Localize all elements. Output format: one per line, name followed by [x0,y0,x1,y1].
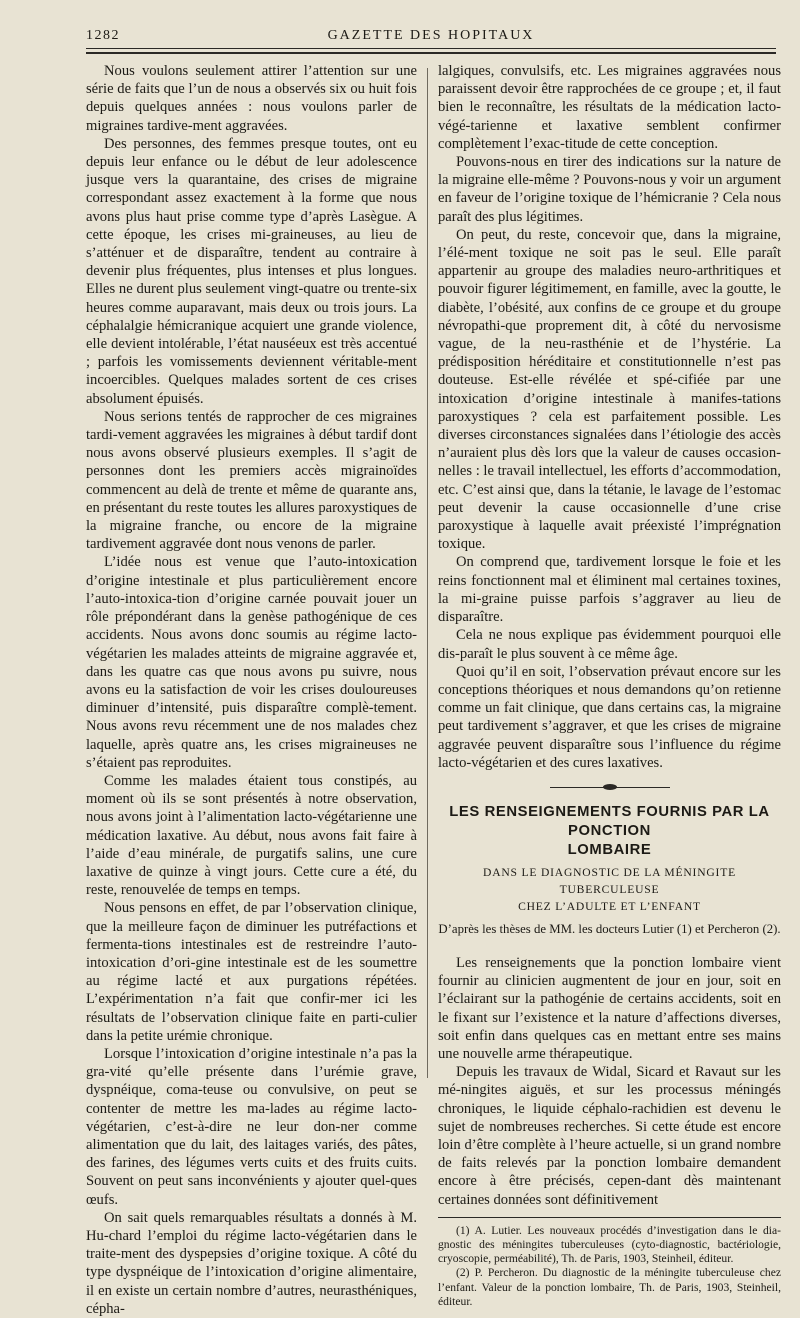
paragraph-continued: lalgiques, convulsifs, etc. Les migraines aggravées nous paraissent devoir être rapprochées de ce groupe ; et, il faut bien le reconnaître, les résultats de la médication lacto-végé-tarienne et laxative semblent confirmer complètement l’exac-titude de cette conception. [438,63,781,152]
paragraph: Nous pensons en effet, de par l’observation clinique, que la meilleure façon de diminuer les putréfactions et fermenta-tions intestinales est de restreindre l’auto-intoxication d’ori-gine intestinale est de les soumettre au régime lacté et aux purgations répétées. L’expérimentation n’a fait que confir-mer ici les résultats de l’observation clinique faite en parti-culier dans la petite urémie chronique. [86,900,417,1044]
paragraph: Pouvons-nous en tirer des indications sur la nature de la migraine elle-même ? Pouvons-nous y voir un argument en faveur de l’origine toxique de l’hémicranie ? Cela nous paraît des plus légitimes. [438,154,781,225]
header-rule-thin [86,48,776,49]
journal-title: GAZETTE DES HOPITAUX [327,28,535,43]
paragraph: Lorsque l’intoxication d’origine intestinale n’a pas la gra-vité qu’elle présente dans l’urémie grave, dyspnéique, coma-teuse ou convulsive, on peut se contenter de mettre les ma-lades au régime lacto-végétarien, c’est-à-dire ne leur don-ner comme alimentation que du lait, des laitages variés, des pâtes, des farines, des légumes verts cuits et des fruits cuits. Souvent on peut sans inconvénients y ajouter quel-ques œufs. [86,1045,417,1208]
section-title-line: LES RENSEIGNEMENTS FOURNIS PAR LA PONCTION [449,803,770,839]
paragraph: Comme les malades étaient tous constipés, au moment où ils se sont présentés à notre observation, nous avons joint à l’alimentation lacto-végétarienne une médication laxative. Au début, nous avons fait faire à l’aide d’eau minérale, de purgatifs salins, une cure laxative de quinze à vingt jours. Cette cure a été, du reste, renouvelée de temps en temps. [86,772,417,899]
paragraph: Nous serions tentés de rapprocher de ces migraines tardi-vement aggravées les migraines à début tardif dont nous avons observé plusieurs exemples. Il s’agit de personnes dont les premiers accès migrainoïdes commencent au delà de trente et même de quarante ans, en présentant du reste toutes les allures paroxystiques de la migraine franche, ou encore de la migraine tardivement aggravée dont nous venons de parler. [86,408,417,553]
left-column [86,62,417,1318]
footnote-rule [438,1217,781,1218]
section-subtitle-line: DANS LE DIAGNOSTIC DE LA MÉNINGITE TUBERCULEUSE [483,865,736,896]
section-intro: D’après les thèses de MM. les docteurs Lutier (1) et Percheron (2). [438,921,781,936]
footnote: (1) A. Lutier. Les nouveaux procédés d’investigation dans le dia-gnostic des méningites tuberculeuses (cyto-diagnostic, bactériologie, cryoscopie, perméabilité), Th. de Paris, 1903, Steinheil, éditeur. [438,1223,781,1266]
section-title-line: LOMBAIRE [567,841,652,858]
paragraph: On sait quels remarquables résultats a donnés à M. Hu-chard l’emploi du régime lacto-végétarien dans le traite-ment des dyspepsies d’origine toxique. A côté du type dyspnéique de l’intoxication d’origine alimentaire, il en existe un certain nombre d’autres, neurasthéniques, cépha- [86,1209,417,1317]
paragraph: On comprend que, tardivement lorsque le foie et les reins fonctionnent mal et éliminent mal certaines toxines, la mi-graine puisse parfois s’aggraver au lieu de disparaître. [438,554,781,626]
section-title [438,803,781,860]
paragraph: Des personnes, des femmes presque toutes, ont eu depuis leur enfance ou le début de leur adolescence jusque vers la quarantaine, des crises de migraine correspondant assez exactement à la forme que nous avons plus haut prise comme type d’après Lasègue. A cette époque, les crises mi-graineuses, au lieu de s’atténuer et de disparaître, tendent au contraire à devenir plus fréquentes, plus intenses et plus longues. Elles ne durent plus seulement vingt-quatre ou trente-six heures comme auparavant, mais deux ou trois jours. La céphalalgie hémicranique acquiert une grande violence, elle devient intolérable, l’état nauséeux est très accentué ; parfois les vomissements deviennent véritable-ment incoercibles. Quelques malades sortent de ces crises absolument épuisés. [86,135,417,407]
paragraph: L’idée nous est venue que l’auto-intoxication d’origine intestinale et plus particulièrement encore l’auto-intoxica-tion d’origine carnée pouvait jouer un rôle prépondérant dans la genèse pathogénique de ces accidents. Nous avons donc soumis au régime lacto-végétarien les malades atteints de migraine aggravée et, dans les quatre cas que nous avons pu suivre, nous avons eu la satisfaction de voir les crises douloureuses diminuer d’intensité, puis disparaître complè-tement. Nous avons revu récemment une de nos malades chez laquelle, après quatre ans, les crises migraineuses ne s’étaient pas reproduites. [86,554,417,771]
page-header [86,24,776,46]
section-subtitle [438,864,781,915]
header-rule-thick [86,52,776,54]
column-separator [427,68,428,1078]
paragraph: Nous voulons seulement attirer l’attention sur une série de faits que l’un de nous a observés six ou huit fois depuis quelques années : nous voulons parler de migraines tardive-ment aggravées. [86,63,417,134]
paragraph: Cela ne nous explique pas évidemment pourquoi elle dis-paraît le plus souvent à ce même âge. [438,627,781,662]
paragraph: Depuis les travaux de Widal, Sicard et Ravaut sur les mé-ningites aiguës, et sur les processus méningés chroniques, le liquide céphalo-rachidien est devenu le sujet de nombreuses recherches. Si cette étude est encore loin d’être complète à l’heure actuelle, si un grand nombre de faits relevés par la ponction lombaire demandent encore à être précisés, cepen-dant dès maintenant certaines données sont définitivement [438,1064,781,1208]
section-divider-ornament [550,783,670,791]
paragraph: Les renseignements que la ponction lombaire vient fournir au clinicien augmentent de jour en jour, soit en l’éclairant sur la pathogénie de certains accidents, soit en le fixant sur l’existence et la nature d’affections diverses, soit enfin dans quelques cas en mettant entre ses mains une nouvelle arme thérapeutique. [438,954,781,1062]
footnote: (2) P. Percheron. Du diagnostic de la méningite tuberculeuse chez l’enfant. Valeur de la ponction lombaire, Th. de Paris, 1903, Steinheil, éditeur. [438,1266,781,1308]
section-subtitle-line: CHEZ L’ADULTE ET L’ENFANT [518,899,701,913]
right-column [438,62,781,1309]
divider-ornament [603,784,617,790]
page-number: 1282 [86,28,120,43]
paragraph: On peut, du reste, concevoir que, dans la migraine, l’élé-ment toxique ne soit pas le seul. Elle paraît appartenir au groupe des maladies neuro-arthritiques et pouvoir figurer légitimement, en famille, avec la goutte, le diabète, l’obésité, aux confins de ce groupe et du groupe névropathi-que proprement dit, à côté du nervosisme vague, de la neu-rasthénie et de l’hystérie. La prédisposition héréditaire et constitutionnelle n’est pas douteuse. Est-elle révélée et spé-cifiée par une intoxication d’origine intestinale à manifes-tations paroxystiques ? cela est parfaitement possible. Les diverses circonstances signalées dans l’étiologie des accès n’auraient plus dès lors que la valeur de causes occasion-nelles : le travail intellectuel, les efforts d’accommodation, etc. C’est ainsi que, dans la tétanie, le lavage de l’estomac peut devenir la cause occasionnelle d’une crise paroxystique à laquelle avait préexisté l’imprégnation toxique. [438,226,781,553]
paragraph: Quoi qu’il en soit, l’observation prévaut encore sur les conceptions théoriques et nous demandons qu’on retienne comme un fait clinique, que dans certains cas, la migraine peut tardivement s’aggraver, et que les crises de migraine aggravée peuvent disparaître sous l’influence du régime lacto-végétarien et des cures laxatives. [438,663,781,771]
